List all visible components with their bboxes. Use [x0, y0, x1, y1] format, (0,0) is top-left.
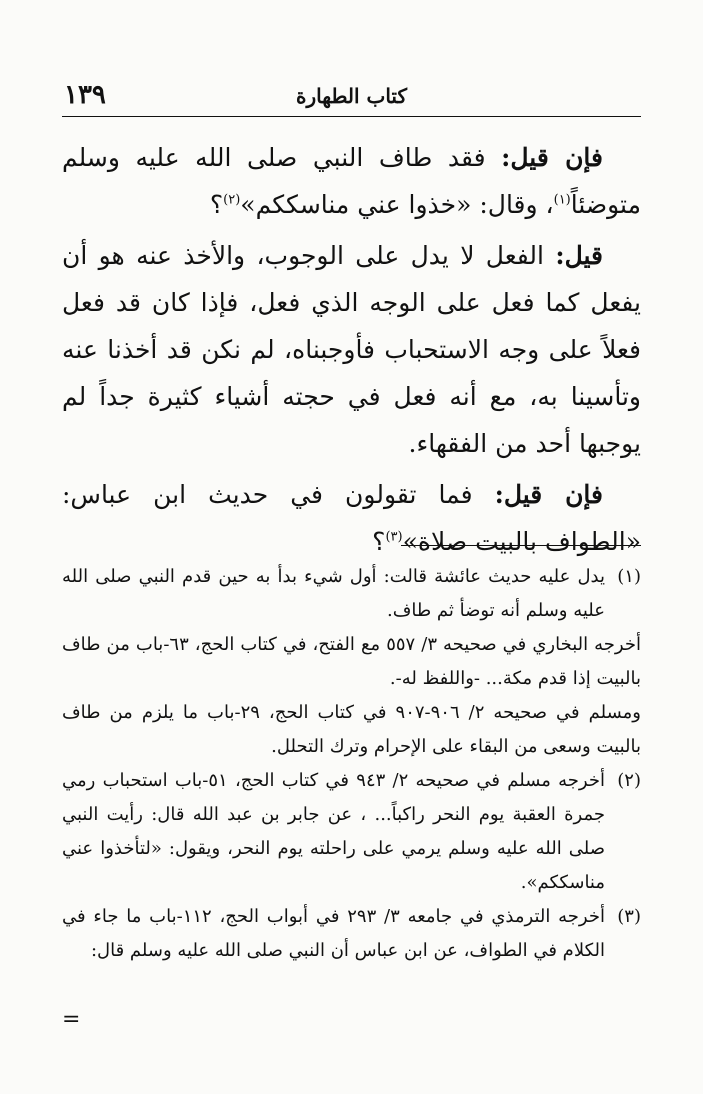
footnote-3 — [62, 900, 641, 968]
footnote-text: أخرجه البخاري في صحيحه ٣/ ٥٥٧ مع الفتح، في كتاب الحج، ٦٣-باب من طاف بالبيت إذا قدم مكة... -واللفظ له-. — [62, 634, 641, 689]
paragraph-1 — [62, 134, 641, 228]
footnote-separator — [401, 545, 641, 546]
footnote-text: أخرجه الترمذي في جامعه ٣/ ٢٩٣ في أبواب الحج، ١١٢-باب ما جاء في الكلام في الطواف، عن ابن عباس أن النبي صلى الله عليه وسلم قال: — [62, 906, 605, 961]
paragraph-text: الفعل لا يدل على الوجوب، والأخذ عنه هو أن يفعل كما فعل على الوجه الذي فعل، فإذا كان قد فعل فعلاً على وجه الاستحباب فأوجبناه، لم نكن قد أخذنا عنه وتأسينا به، مع أنه فعل في حجته أشياء كثيرة جداً لم يوجبها أحد من الفقهاء. — [62, 241, 641, 458]
footnote-number: (١) — [617, 566, 641, 587]
footnote-1 — [62, 560, 641, 764]
footnote-number: (٢) — [617, 770, 641, 791]
page-header — [62, 80, 641, 117]
paragraph-text: ، وقال: «خذوا عني مناسككم» — [240, 190, 554, 219]
paragraph-text: فما تقولون في حديث ابن عباس: «الطواف بالبيت صلاة» — [62, 480, 641, 556]
footnote-ref: (٢) — [223, 192, 241, 208]
footnote-2 — [62, 764, 641, 900]
paragraph-end: ؟ — [372, 527, 386, 556]
keyword: فإن قيل: — [501, 143, 603, 172]
main-text — [62, 134, 641, 569]
keyword: فإن قيل: — [494, 480, 603, 509]
footnote-text: يدل عليه حديث عائشة قالت: أول شيء بدأ به حين قدم النبي صلى الله عليه وسلم أنه توضأ ثم طاف. — [62, 566, 605, 621]
continuation-mark: = — [62, 1007, 81, 1032]
footnotes — [62, 560, 641, 968]
footnote-ref: (١) — [553, 192, 571, 208]
paragraph-3 — [62, 471, 641, 565]
paragraph-2 — [62, 232, 641, 467]
paragraph-text: فقد طاف النبي صلى الله عليه وسلم متوضئاً — [62, 143, 641, 219]
footnote-text: ومسلم في صحيحه ٢/ ٩٠٦-٩٠٧ في كتاب الحج، ٢٩-باب ما يلزم من طاف بالبيت وسعى من البقاء على الإحرام وترك التحلل. — [62, 702, 641, 757]
footnote-text: أخرجه مسلم في صحيحه ٢/ ٩٤٣ في كتاب الحج، ٥١-باب استحباب رمي جمرة العقبة يوم النحر راكباً... ، عن جابر بن عبد الله قال: رأيت النبي صلى الله عليه وسلم يرمي على راحلته يوم النحر، ويقول: «لتأخذوا عني مناسككم». — [62, 770, 605, 893]
footnote-ref: (٣) — [385, 529, 403, 545]
keyword: قيل: — [555, 241, 603, 270]
paragraph-end: ؟ — [209, 190, 224, 219]
page-number: ١٣٩ — [64, 80, 106, 110]
chapter-title: كتاب الطهارة — [296, 84, 407, 108]
footnote-number: (٣) — [617, 906, 641, 927]
